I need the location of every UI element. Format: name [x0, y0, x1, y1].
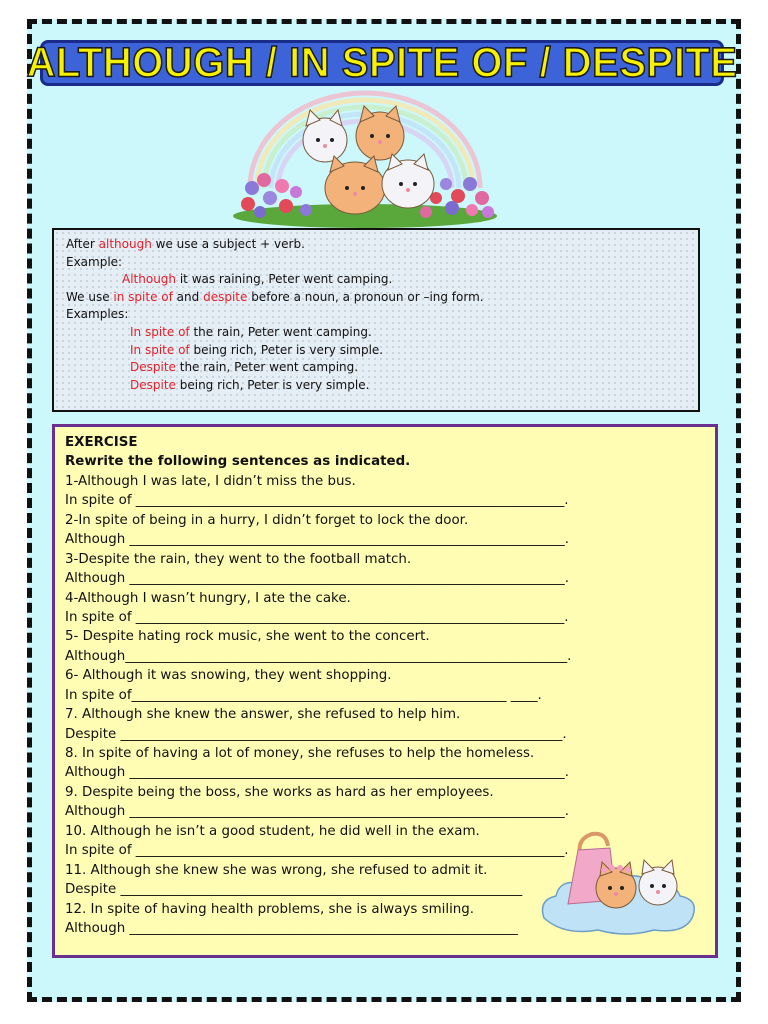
exercise-instruction: Rewrite the following sentences as indicated.: [65, 454, 411, 470]
example-sentence: Although it was raining, Peter went camping.: [122, 272, 393, 287]
answer-line[interactable]: Although _________________________________________________________________.: [65, 571, 569, 587]
keyword: In spite of: [130, 324, 190, 339]
exercise-line: 2-In spite of being in a hurry, I didn’t forget to lock the door.: [65, 512, 469, 528]
keyword: in spite of: [113, 289, 173, 304]
answer-line[interactable]: In spite of ________________________________________________________________.: [65, 493, 569, 509]
exercise-line: 8. In spite of having a lot of money, she refuses to help the homeless.: [65, 746, 535, 761]
examples-label: Examples:: [66, 307, 129, 322]
rule-in-spite-of-despite: We use in spite of and despite before a noun, a pronoun or –ing form.: [66, 289, 484, 304]
answer-line[interactable]: Although _________________________________________________________________.: [65, 532, 569, 548]
exercise-line: 10. Although he isn’t a good student, he did well in the exam.: [65, 823, 480, 839]
keyword: Despite: [130, 360, 176, 375]
page-title: ALTHOUGH / IN SPITE OF / DESPITE: [26, 39, 738, 86]
answer-line[interactable]: Although _________________________________________________________________.: [65, 804, 569, 820]
title-banner: [26, 39, 738, 86]
kittens-rainbow-flowers-illustration: [230, 88, 500, 228]
example-sentence: In spite of being rich, Peter is very simple.: [130, 342, 384, 357]
grammar-rules-box: [52, 228, 700, 412]
answer-line[interactable]: In spite of ________________________________________________________________.: [65, 843, 569, 859]
keyword: despite: [203, 289, 248, 304]
exercise-heading: EXERCISE: [65, 435, 138, 450]
exercise-line: 12. In spite of having health problems, she is always smiling.: [65, 901, 475, 917]
keyword: In spite of: [130, 342, 190, 357]
rule-although: After although we use a subject + verb.: [66, 237, 305, 251]
exercise-line: 1-Although I was late, I didn’t miss the bus.: [65, 473, 356, 489]
example-sentence: Despite being rich, Peter is very simple.: [130, 377, 370, 392]
exercise-line: 9. Despite being the boss, she works as hard as her employees.: [65, 784, 494, 800]
example-sentence: In spite of the rain, Peter went camping.: [130, 324, 372, 339]
cats-on-cloud-illustration: [534, 826, 704, 938]
exercise-line: 5- Despite hating rock music, she went to the concert.: [65, 629, 430, 645]
keyword: Although: [122, 272, 177, 287]
exercise-line: 7. Although she knew the answer, she refused to help him.: [65, 707, 461, 723]
answer-line[interactable]: In spite of ________________________________________________________________.: [65, 609, 569, 625]
answer-line[interactable]: Although__________________________________________________________________.: [65, 648, 572, 664]
keyword: Despite: [130, 377, 176, 392]
answer-line[interactable]: Although _________________________________________________________________.: [65, 765, 569, 781]
answer-line[interactable]: Despite ____________________________________________________________: [65, 882, 523, 898]
example-sentence: Despite the rain, Peter went camping.: [130, 360, 359, 375]
exercise-line: 6- Although it was snowing, they went shopping.: [65, 668, 392, 684]
exercise-line: 4-Although I wasn’t hungry, I ate the cake.: [65, 590, 351, 606]
answer-line[interactable]: Although __________________________________________________________: [65, 920, 518, 936]
example-label: Example:: [66, 254, 123, 269]
exercise-line: 3-Despite the rain, they went to the football match.: [65, 551, 412, 567]
keyword: although: [98, 237, 152, 251]
exercise-line: 11. Although she knew she was wrong, she refused to admit it.: [65, 862, 488, 878]
answer-line[interactable]: In spite of________________________________________________________ ____.: [65, 687, 542, 703]
answer-line[interactable]: Despite __________________________________________________________________.: [65, 726, 567, 742]
